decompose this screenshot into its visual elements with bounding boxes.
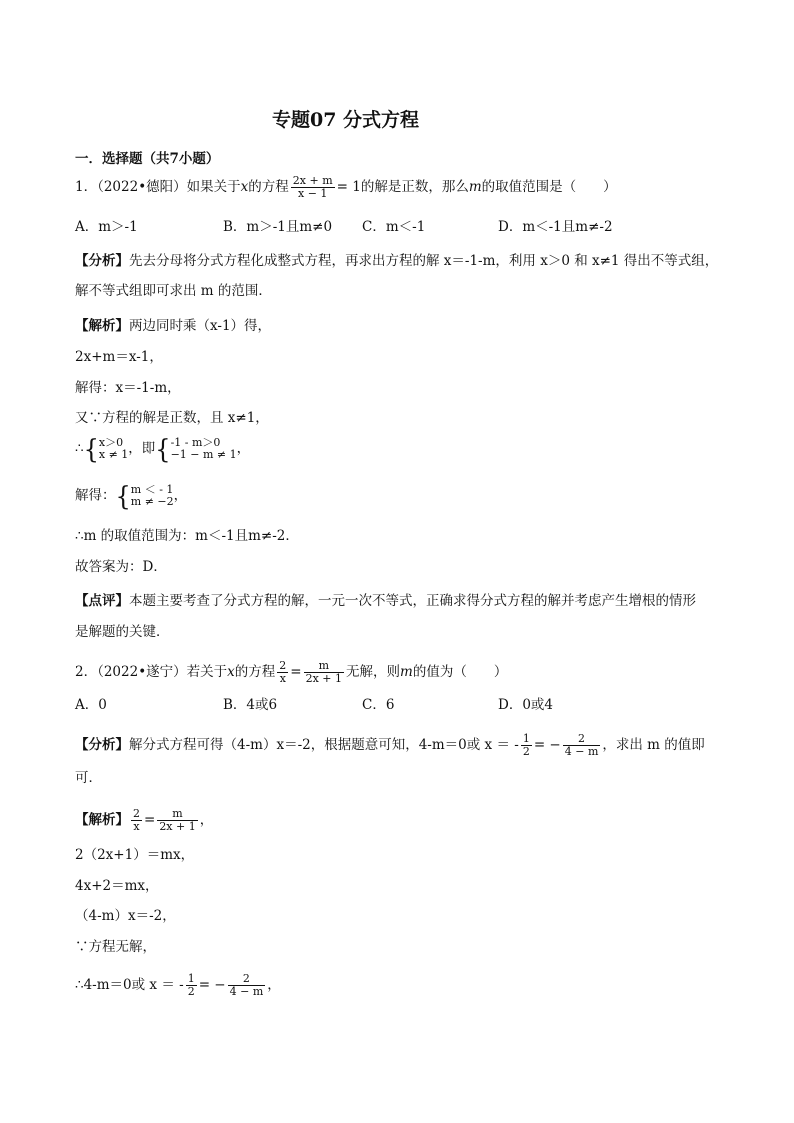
- q2-analysis-fraction: $\frac{2}{4 - m}$: [564, 732, 599, 758]
- q2-option-a: A．0: [75, 697, 107, 713]
- page-title: 专题07 分式方程: [272, 109, 420, 131]
- q1-option-b: B．m＞-1且m≠0: [223, 219, 333, 235]
- q1-comment-cont: 是解题的关键．: [75, 624, 170, 640]
- q2-analysis-cont: 可．: [75, 770, 102, 786]
- q1-option-a: A．m＞-1: [75, 219, 138, 235]
- q2-stem: 2．（2022•遂宁）若关于x的方程 $\frac{2}{x}$ = $\frac{m}{2x + 1}$ 无解，则m的值为（ ）: [75, 659, 508, 685]
- q2-final-fraction: $\frac{2}{4 - m}$: [229, 972, 264, 998]
- q2-fraction-right: $\frac{m}{2x + 1}$: [305, 659, 343, 685]
- brace-icon: {: [83, 433, 99, 465]
- q2-fraction-left: $\frac{2}{x}$: [279, 659, 287, 685]
- q1-stem: 1．（2022•德阳）如果关于x的方程 $\frac{2x + m}{x - 1}$ = 1的解是正数，那么m的取值范围是（ ）: [75, 174, 617, 200]
- q1-step-2: 解得：x＝-1-m，: [75, 380, 181, 396]
- q1-system-1: x＞0 x ≠ 1: [98, 436, 129, 461]
- q2-final: ∴4-m＝0或 x ＝ - $\frac{1}{2}$ = − $\frac{2}{4 - m}$ ，: [75, 972, 281, 998]
- q2-sol-fraction-right: $\frac{m}{2x + 1}$: [159, 807, 196, 833]
- q1-option-c: C．m＜-1: [362, 219, 426, 235]
- q1-step-3: 又∵方程的解是正数，且 x≠1，: [75, 410, 269, 426]
- q1-system-line: ∴{ x＞0 x ≠ 1 ，即{ -1 - m＞0 −1 − m ≠ 1 ，: [75, 433, 251, 465]
- brace-icon: {: [155, 433, 171, 465]
- q1-range: ∴m 的取值范围为：m＜-1且m≠-2．: [75, 528, 299, 544]
- section-heading: 一．选择题（共7小题）: [75, 151, 220, 167]
- q1-solve-line: 解得：{ m ＜ - 1 m ≠ −2 ，: [75, 480, 188, 512]
- q2-option-d: D．0或4: [498, 697, 554, 713]
- q1-answer: 故答案为：D．: [75, 559, 167, 575]
- q1-analysis-cont: 解不等式组即可求出 m 的范围．: [75, 283, 272, 299]
- q2-sol-fraction-left: $\frac{2}{x}$: [133, 807, 140, 833]
- q2-option-b: B．4或6: [223, 697, 278, 713]
- q1-option-d: D．m＜-1且m≠-2: [498, 219, 613, 235]
- q2-step-1: 2（2x+1）＝mx，: [75, 847, 195, 863]
- q1-system-3: m ＜ - 1 m ≠ −2: [130, 483, 174, 508]
- q1-step-1: 2x+m＝x-1，: [75, 349, 163, 365]
- q1-comment: 【点评】本题主要考查了分式方程的解，一元一次不等式，正确求得分式方程的解并考虑产生增根的情形: [75, 593, 696, 609]
- q2-option-c: C．6: [362, 697, 395, 713]
- q2-solution: 【解析】 $\frac{2}{x}$ = $\frac{m}{2x + 1}$ ，: [75, 807, 214, 833]
- q2-step-3: （4-m）x＝-2，: [75, 908, 176, 924]
- q1-fraction: $\frac{2x + m}{x - 1}$: [292, 174, 333, 200]
- q2-step-4: ∵方程无解，: [75, 939, 156, 955]
- q2-analysis: 【分析】解分式方程可得（4-m）x＝-2，根据题意可知，4-m＝0或 x ＝ - $\frac{1}{2}$ = − $\frac{2}{4 - m}$ ，求出 m 的值即: [75, 732, 705, 758]
- q1-system-2: -1 - m＞0 −1 − m ≠ 1: [170, 436, 237, 461]
- q2-step-2: 4x+2＝mx，: [75, 878, 159, 894]
- brace-icon: {: [115, 480, 131, 512]
- q1-analysis: 【分析】先去分母将分式方程化成整式方程，再求出方程的解 x＝-1-m，利用 x＞0 和 x≠1 得出不等式组，: [75, 253, 719, 269]
- q2-final-half-fraction: $\frac{1}{2}$: [187, 972, 195, 998]
- q2-half-fraction: $\frac{1}{2}$: [522, 732, 530, 758]
- q1-solution: 【解析】两边同时乘（x-1）得，: [75, 318, 272, 334]
